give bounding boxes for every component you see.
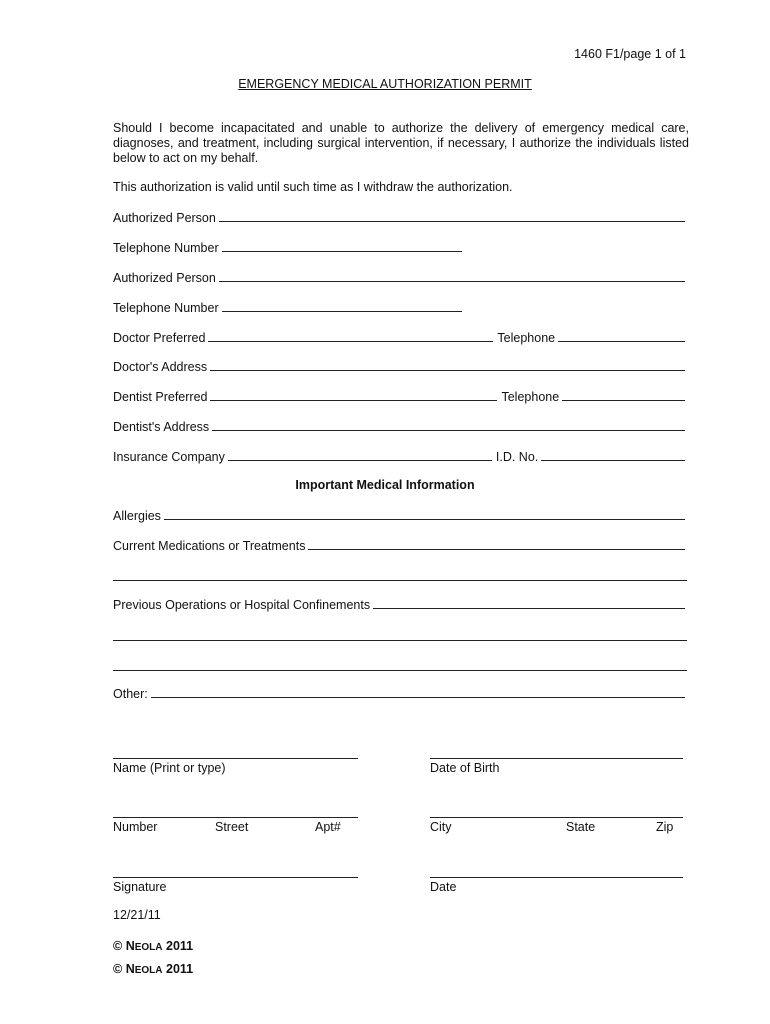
copyright-eola: EOLA (134, 965, 163, 976)
authorized-person-1-label: Authorized Person (113, 211, 216, 225)
id-no-field[interactable] (541, 460, 685, 461)
zip-label: Zip (656, 820, 674, 834)
city-label: City (430, 820, 452, 834)
doctor-preferred-field[interactable] (208, 341, 493, 342)
dentist-preferred-row (113, 388, 685, 404)
insurance-row (113, 448, 685, 464)
authorized-person-2-label: Authorized Person (113, 271, 216, 285)
copyright-notice-1 (113, 939, 193, 953)
dentists-address-field[interactable] (212, 430, 685, 431)
date-of-birth-line[interactable] (430, 758, 683, 759)
number-label: Number (113, 820, 158, 834)
authorized-person-2-field[interactable] (219, 281, 685, 282)
allergies-row (113, 507, 685, 523)
doctors-address-field[interactable] (210, 370, 685, 371)
name-line[interactable] (113, 758, 358, 759)
signature-label: Signature (113, 880, 167, 894)
doctor-telephone-field[interactable] (558, 341, 685, 342)
previous-operations-label: Previous Operations or Hospital Confinements (113, 598, 371, 612)
previous-operations-field-line-3[interactable] (113, 670, 687, 671)
insurance-company-label: Insurance Company (113, 450, 225, 464)
id-no-label: I.D. No. (495, 450, 539, 464)
form-title: EMERGENCY MEDICAL AUTHORIZATION PERMIT (238, 77, 532, 91)
dentist-preferred-label: Dentist Preferred (113, 390, 208, 404)
current-medications-row (113, 537, 685, 553)
telephone-number-1-label: Telephone Number (113, 241, 219, 255)
insurance-company-field[interactable] (228, 460, 492, 461)
authorized-person-2-row (113, 269, 685, 285)
authorized-person-1-field[interactable] (219, 221, 685, 222)
date-line[interactable] (430, 877, 683, 878)
name-label: Name (Print or type) (113, 761, 226, 775)
dentist-preferred-field[interactable] (210, 400, 497, 401)
copyright-symbol: © (113, 962, 123, 976)
apt-label: Apt# (315, 820, 341, 834)
current-medications-field[interactable] (308, 549, 685, 550)
telephone-number-2-label: Telephone Number (113, 301, 219, 315)
address-line[interactable] (113, 817, 358, 818)
page-reference: 1460 F1/page 1 of 1 (574, 47, 686, 61)
doctor-preferred-label: Doctor Preferred (113, 331, 206, 345)
copyright-year: 2011 (166, 939, 194, 953)
allergies-label: Allergies (113, 509, 161, 523)
telephone-number-1-field[interactable] (222, 251, 462, 252)
intro-paragraph: Should I become incapacitated and unable to authorize the delivery of emergency medical care, diagnoses, and treatment, including surgical intervention, if necessary, I authorize the individuals listed below to act on my behalf. (113, 121, 689, 165)
copyright-n: N (125, 939, 135, 953)
telephone-number-2-row (113, 299, 685, 315)
previous-operations-field[interactable] (373, 608, 685, 609)
revision-date: 12/21/11 (113, 908, 161, 922)
doctor-telephone-label: Telephone (497, 331, 556, 345)
copyright-eola: EOLA (134, 942, 163, 953)
signature-line[interactable] (113, 877, 358, 878)
doctors-address-label: Doctor's Address (113, 360, 208, 374)
validity-statement: This authorization is valid until such time as I withdraw the authorization. (113, 180, 513, 194)
current-medications-field-line-2[interactable] (113, 580, 687, 581)
copyright-notice-2 (113, 962, 193, 976)
state-label: State (566, 820, 596, 834)
previous-operations-row (113, 596, 685, 612)
other-field[interactable] (151, 697, 685, 698)
telephone-number-2-field[interactable] (222, 311, 462, 312)
previous-operations-field-line-2[interactable] (113, 640, 687, 641)
dentist-telephone-label: Telephone (501, 390, 560, 404)
current-medications-label: Current Medications or Treatments (113, 539, 306, 553)
doctor-preferred-row (113, 329, 685, 345)
dentist-telephone-field[interactable] (562, 400, 685, 401)
other-label: Other: (113, 687, 148, 701)
copyright-year: 2011 (166, 962, 194, 976)
other-row (113, 685, 685, 701)
copyright-n: N (125, 962, 135, 976)
city-state-zip-line[interactable] (430, 817, 683, 818)
street-label: Street (215, 820, 249, 834)
date-label: Date (430, 880, 457, 894)
medical-section-title: Important Medical Information (295, 478, 475, 492)
dentists-address-label: Dentist's Address (113, 420, 210, 434)
date-of-birth-label: Date of Birth (430, 761, 500, 775)
authorized-person-1-row (113, 209, 685, 225)
dentists-address-row (113, 418, 685, 434)
telephone-number-1-row (113, 239, 685, 255)
doctors-address-row (113, 358, 685, 374)
copyright-symbol: © (113, 939, 123, 953)
allergies-field[interactable] (164, 519, 685, 520)
